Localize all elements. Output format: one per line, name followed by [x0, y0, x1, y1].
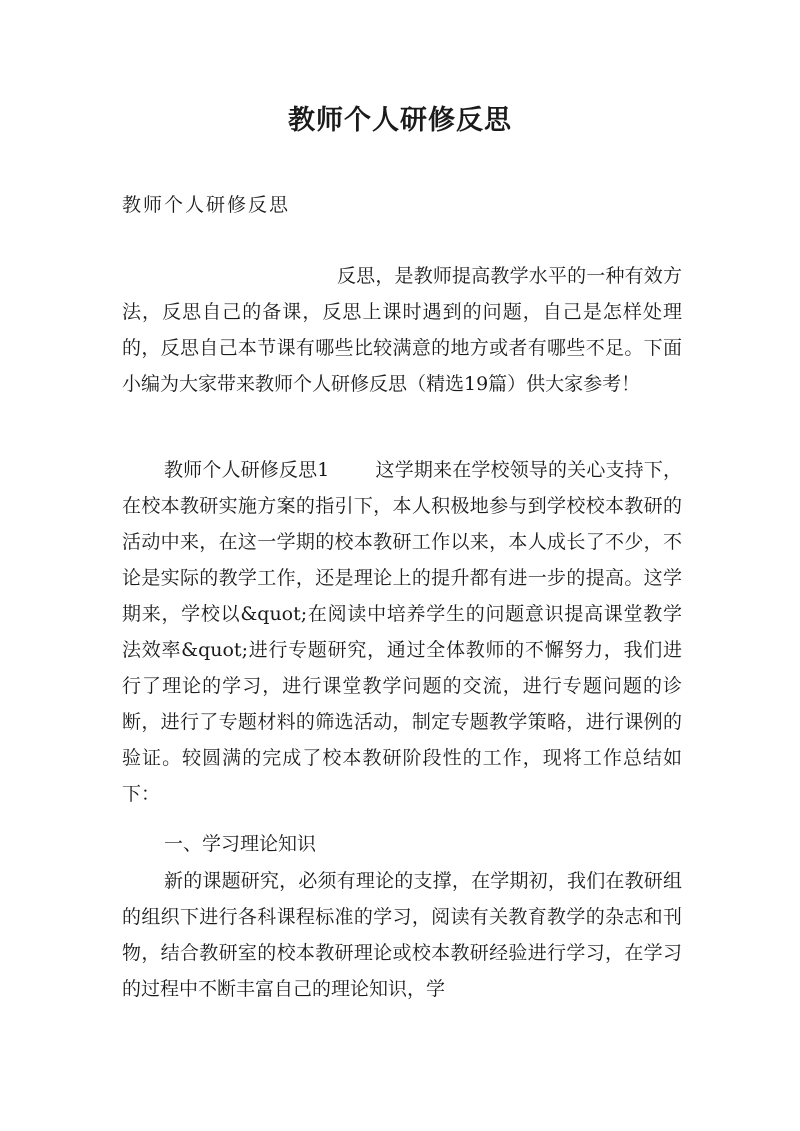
- section-1-label: 教师个人研修反思1: [164, 459, 330, 481]
- section-heading-1: 一、学习理论知识: [164, 833, 317, 855]
- section-1-body: 这学期来在学校领导的关心支持下，在校本教研实施方案的指引下，本人积极地参与到学校校本教研的活动中来，在这一学期的校本教研工作以来，本人成长了不少，不论是实际的教学工作，还是理论上的提升都有进一步的提高。这学期来，学校以&quot;在阅读中培养学生的问题意识提高课堂教学法效率&quot;进行专题研究，通过全体教师的不懈努力，我们进行了理论的学习，进行课堂教学问题的交流，进行专题问题的诊断，进行了专题材料的筛选活动，制定专题教学策略，进行课例的验证。较圆满的完成了校本教研阶段性的工作，现将工作总结如下：: [122, 459, 682, 805]
- section-1-paragraph: [122, 452, 682, 812]
- theory-paragraph: 新的课题研究，必须有理论的支撑，在学期初，我们在教研组的组织下进行各科课程标准的学习，阅读有关教育教学的杂志和刊物，结合教研室的校本教研理论或校本教研经验进行学习，在学习的过程中不断丰富自己的理论知识，学: [122, 870, 682, 1000]
- document-subtitle: 教师个人研修反思: [122, 194, 291, 216]
- document-title: 教师个人研修反思: [288, 105, 512, 136]
- intro-paragraph: 反思，是教师提高教学水平的一种有效方法，反思自己的备课，反思上课时遇到的问题，自己是怎样处理的，反思自己本节课有哪些比较满意的地方或者有哪些不足。下面小编为大家带来教师个人研修反思（精选19篇）供大家参考！: [122, 265, 682, 395]
